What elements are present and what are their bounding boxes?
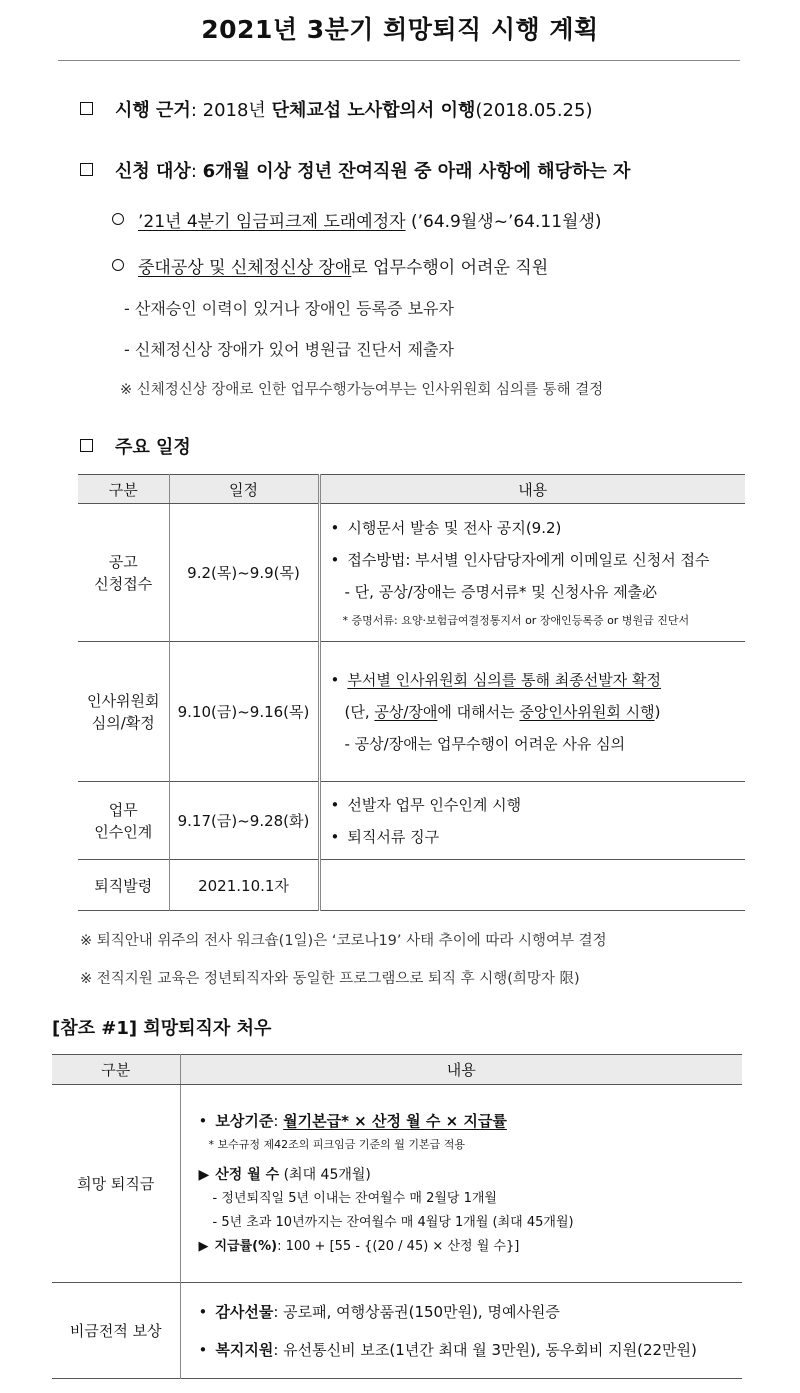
schedule-note-2: ※ 전직지원 교육은 정년퇴직자와 동일한 프로그램으로 퇴직 후 시행(희망자 限) xyxy=(80,971,580,987)
header-category: 구분 xyxy=(78,475,169,504)
row-date: 2021.10.1자 xyxy=(169,860,319,911)
row-content: • 시행문서 발송 및 전사 공지(9.2) • 접수방법: 부서별 인사담당자에게 이메일로 신청서 접수 - 단, 공상/장애는 증명서류* 및 신청사유 제출必 * 증명서류: 요양·보험급여결정통지서 or 장애인등록증 or 병원급 진단서 xyxy=(319,504,745,642)
reference-heading: [참조 #1] 희망퇴직자 처우 xyxy=(52,1018,272,1039)
square-bullet-icon xyxy=(80,439,93,452)
circle-bullet-icon xyxy=(112,213,124,225)
row-category: 공고 신청접수 xyxy=(78,504,169,642)
target-item-2-main: 중대공상 및 신체정신상 장애 xyxy=(138,258,352,278)
row-content: • 감사선물: 공로패, 여행상품권(150만원), 명예사원증 • 복지지원: 유선통신비 보조(1년간 최대 월 3만원), 동우회비 지원(22만원) xyxy=(180,1283,742,1379)
target-note: ※ 신체정신상 장애로 인한 업무수행가능여부는 인사위원회 심의를 통해 결정 xyxy=(120,382,604,398)
target-dash-2: - 신체정신상 장애가 있어 병원급 진단서 제출자 xyxy=(124,340,454,359)
section-schedule xyxy=(80,433,191,459)
row-category: 퇴직발령 xyxy=(78,860,169,911)
target-label: 신청 대상 xyxy=(115,161,191,182)
row-content: • 부서별 인사위원회 심의를 통해 최종선발자 확정 (단, 공상/장애에 대해서는 중앙인사위원회 시행) - 공상/장애는 업무수행이 어려운 사유 심의 xyxy=(319,642,745,782)
basis-label: 시행 근거 xyxy=(115,100,191,121)
reference-table xyxy=(52,1054,742,1379)
section-basis: 시행 근거: 2018년 단체교섭 노사합의서 이행(2018.05.25) xyxy=(80,96,592,122)
target-dash-1: - 산재승인 이력이 있거나 장애인 등록증 보유자 xyxy=(124,299,454,318)
target-text: 6개월 이상 정년 잔여직원 중 아래 사항에 해당하는 자 xyxy=(202,161,631,182)
target-item-1-main: ’21년 4분기 임금피크제 도래예정자 xyxy=(138,212,406,232)
target-item-2 xyxy=(112,253,548,278)
header-category: 구분 xyxy=(52,1055,180,1085)
table-row xyxy=(78,860,745,911)
table-row xyxy=(78,504,745,642)
row-date: 9.10(금)~9.16(목) xyxy=(169,642,319,782)
table-row xyxy=(78,642,745,782)
triangle-right-icon: ▶ xyxy=(198,1238,209,1254)
schedule-note-1: ※ 퇴직안내 위주의 전사 워크숍(1일)은 ‘코로나19’ 사태 추이에 따라 시행여부 결정 xyxy=(80,933,607,949)
circle-bullet-icon xyxy=(112,259,124,271)
basis-doc: 단체교섭 노사합의서 이행 xyxy=(271,100,476,121)
row-category: 업무 인수인계 xyxy=(78,782,169,860)
row-date: 9.17(금)~9.28(화) xyxy=(169,782,319,860)
target-item-1-extra: (’64.9월생~’64.11월생) xyxy=(410,212,602,232)
row-date: 9.2(목)~9.9(목) xyxy=(169,504,319,642)
schedule-header-row xyxy=(78,475,745,504)
table-row xyxy=(52,1283,742,1379)
triangle-right-icon: ▶ xyxy=(198,1166,210,1183)
basis-date: (2018.05.25) xyxy=(475,100,593,121)
target-item-1 xyxy=(112,207,602,232)
square-bullet-icon xyxy=(80,163,93,176)
header-content: 내용 xyxy=(180,1055,742,1085)
target-item-2-extra: 로 업무수행이 어려운 직원 xyxy=(351,258,549,278)
row-category: 비금전적 보상 xyxy=(52,1283,180,1379)
schedule-heading: 주요 일정 xyxy=(115,437,191,458)
title-divider xyxy=(58,60,740,61)
row-content: • 선발자 업무 인수인계 시행 • 퇴직서류 징구 xyxy=(319,782,745,860)
section-target: 신청 대상: 6개월 이상 정년 잔여직원 중 아래 사항에 해당하는 자 xyxy=(80,157,630,183)
table-row xyxy=(52,1085,742,1283)
header-content: 내용 xyxy=(319,475,745,504)
square-bullet-icon xyxy=(80,102,93,115)
page-title: 2021년 3분기 희망퇴직 시행 계획 xyxy=(201,15,599,44)
table-row xyxy=(78,782,745,860)
basis-year: 2018년 xyxy=(202,100,266,121)
row-content xyxy=(319,860,745,911)
reference-header-row xyxy=(52,1055,742,1085)
header-date: 일정 xyxy=(169,475,319,504)
row-content: • 보상기준: 월기본급* × 산정 월 수 × 지급률 * 보수규정 제42조의 피크임금 기준의 월 기본급 적용 ▶ 산정 월 수 (최대 45개월) - 정년퇴직일 5년 이내는 잔여월수 매 2월당 1개월 - 5년 초과 10년까지는 잔여월수 매 4월당 1개월 (최대 45개월) ▶ 지급률(%): 100 + [55 - {(20 / 45) × 산정 월 수}] xyxy=(198,1111,574,1254)
row-category: 희망 퇴직금 xyxy=(52,1085,180,1283)
schedule-table xyxy=(78,474,745,911)
row-category: 인사위원회 심의/확정 xyxy=(78,642,169,782)
